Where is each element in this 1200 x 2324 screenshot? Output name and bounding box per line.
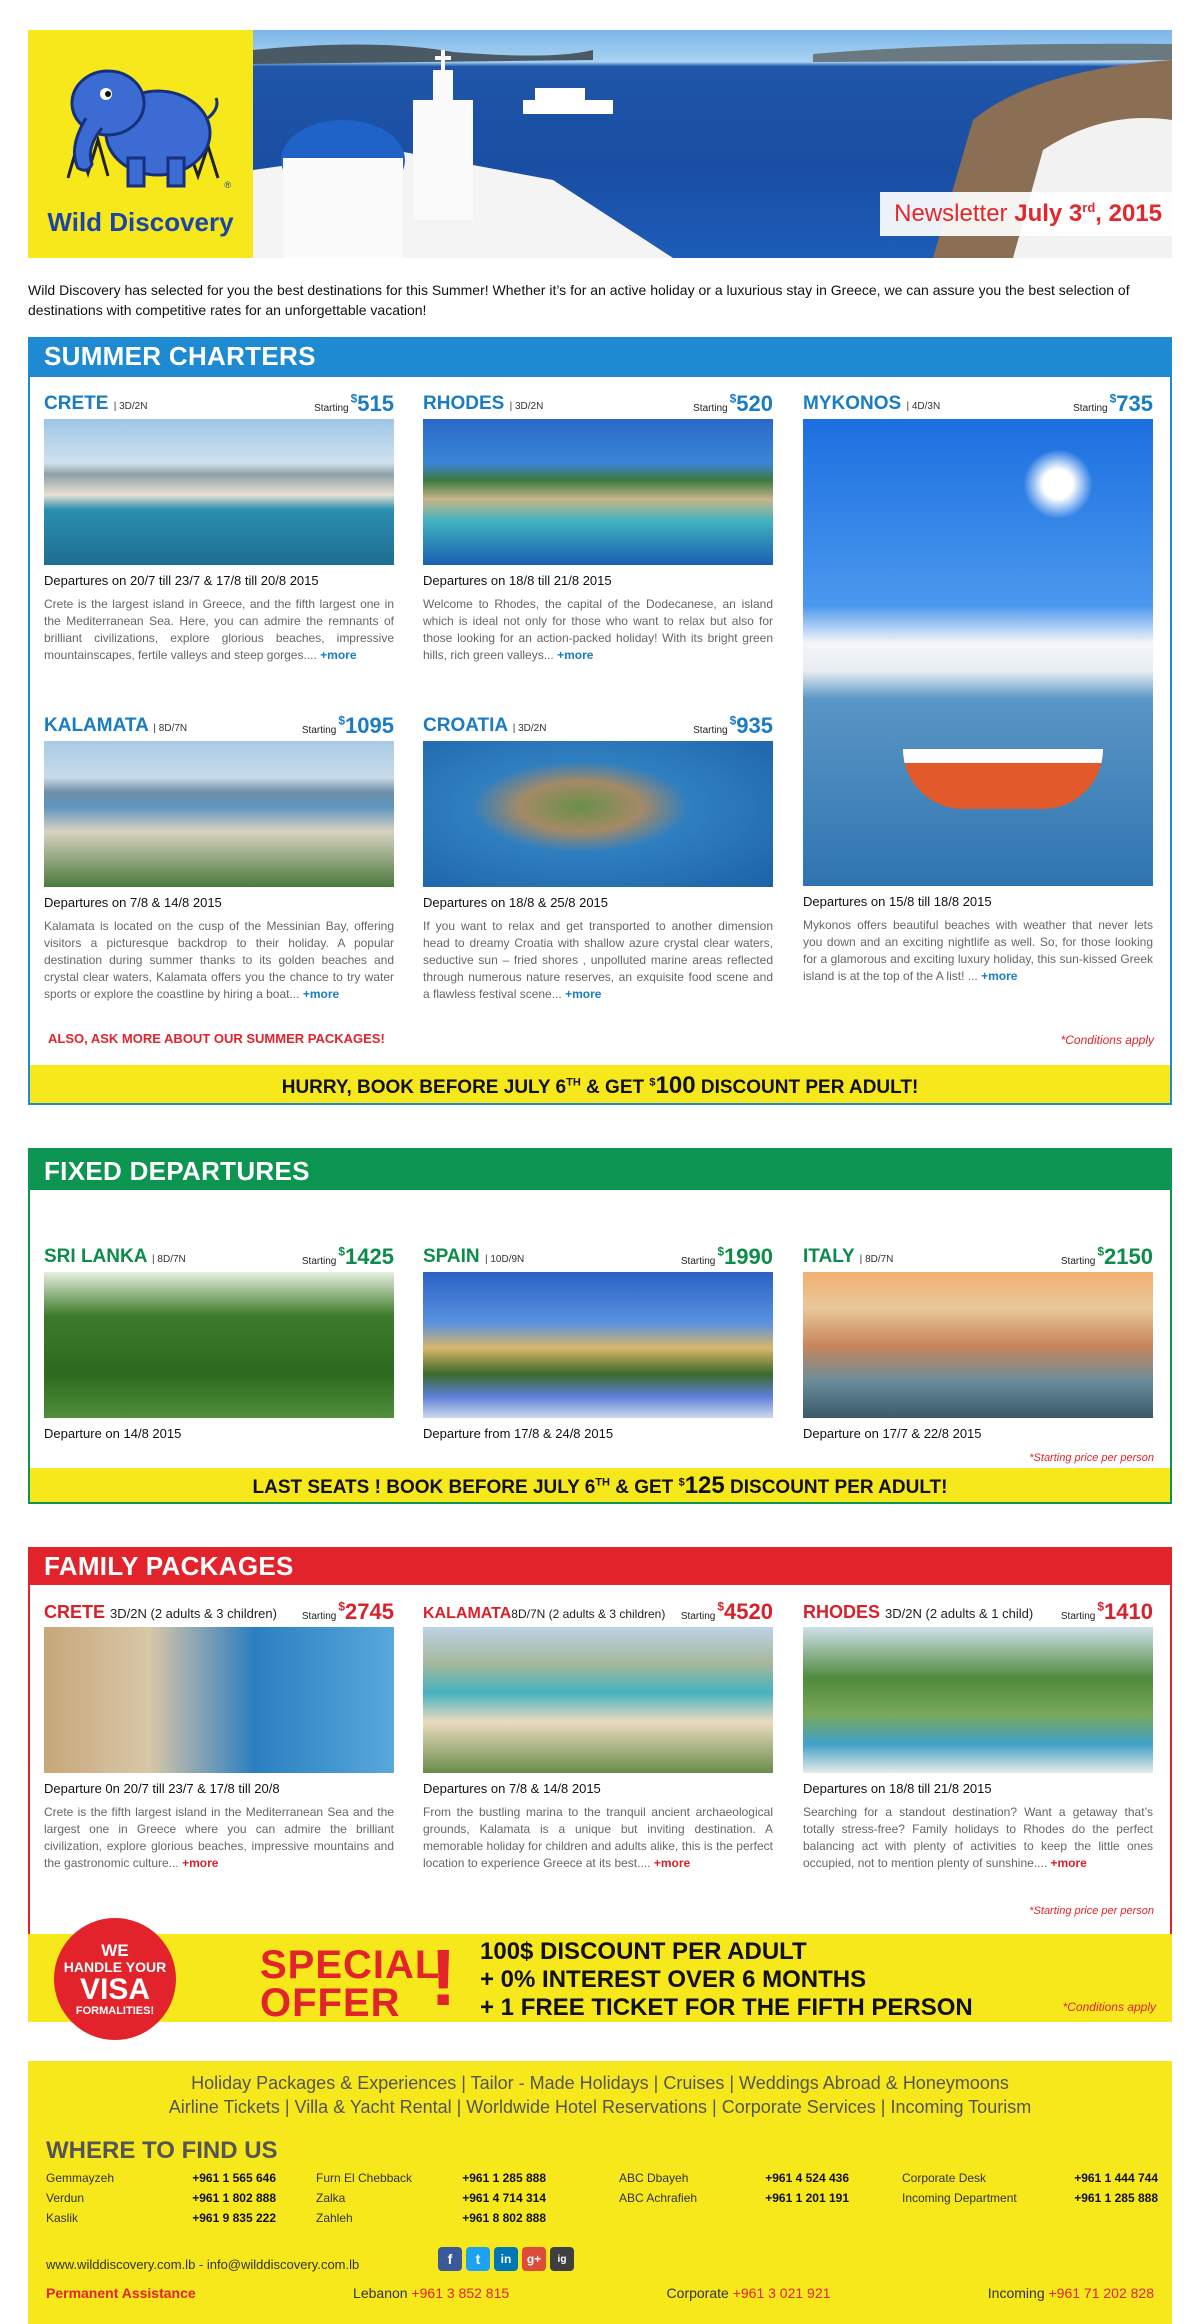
contact-row (46, 2171, 276, 2191)
more-link[interactable]: +more (981, 969, 1018, 983)
assistance-line (46, 2285, 1154, 2301)
website-email[interactable]: www.wilddiscovery.com.lb - info@wilddiscovery.com.lb (46, 2257, 360, 2272)
destination-name-text: ITALY (803, 1246, 855, 1267)
linkedin-icon[interactable]: in (494, 2247, 518, 2271)
offer-line-1: 100$ DISCOUNT PER ADULT (480, 1938, 807, 1965)
price (681, 1244, 773, 1270)
newsletter-year: , 2015 (1095, 200, 1162, 227)
visa-line-3: VISA (79, 1973, 151, 2006)
price (681, 1599, 773, 1625)
branch-name: Verdun (46, 2191, 85, 2205)
destination-name: SPAIN | 10D/9N (423, 1246, 525, 1267)
departure-dates: Departure on 14/8 2015 (44, 1426, 182, 1441)
destination-name-text: CRETE (44, 393, 109, 414)
contacts-column (619, 2171, 849, 2211)
currency-symbol: $ (338, 713, 346, 728)
description (803, 1804, 1153, 1872)
more-link[interactable]: +more (182, 1856, 219, 1870)
banner-text-c: DISCOUNT PER ADULT! (730, 1477, 948, 1498)
destination-duration: 3D/2N (2 adults & 3 children) (110, 1606, 277, 1621)
price-amount: 520 (736, 391, 773, 416)
more-link[interactable]: +more (565, 987, 602, 1001)
services-list (28, 2071, 1172, 2119)
contact-row (46, 2191, 276, 2211)
destination-duration: 8D/7N (2 adults & 3 children) (511, 1607, 666, 1621)
banner-currency: $ (649, 1076, 656, 1089)
kalamata-photo (44, 741, 394, 887)
kalamata-family-photo (423, 1627, 773, 1773)
starting-label: Starting (301, 725, 337, 736)
destination-name-text: CRETE (44, 1602, 106, 1622)
description-text: Welcome to Rhodes, the capital of the Dodecanese, an island which is ideal not only for those who want to relax but also for those looking for an action-packed holiday! With its bright green hills, rich green valleys... (423, 597, 773, 662)
banner-text-c: DISCOUNT PER ADULT! (700, 1077, 919, 1098)
social-icons (438, 2247, 574, 2271)
contacts-column (46, 2171, 276, 2231)
destination-duration: 10D/9N (490, 1254, 525, 1265)
services-line-1: Holiday Packages & Experiences | Tailor - Made Holidays | Cruises | Weddings Abroad & Honeymoons (191, 2073, 1009, 2093)
description (44, 1804, 394, 1872)
price-amount: 515 (357, 391, 394, 416)
hero-photo-santorini (253, 30, 1172, 258)
banner-text-a: LAST SEATS ! BOOK BEFORE JULY 6 (252, 1477, 596, 1498)
incoming-label: Incoming (987, 2285, 1045, 2301)
more-link[interactable]: +more (557, 648, 594, 662)
branch-name: Zahleh (316, 2211, 353, 2225)
destination-duration: 3D/2N (518, 723, 547, 734)
banner-text-b: & GET (615, 1477, 674, 1498)
destination-name-text: KALAMATA (44, 715, 149, 736)
family-card-kalamata[interactable] (423, 1595, 773, 1872)
price-amount: 1410 (1104, 1599, 1153, 1624)
destination-name-text: MYKONOS (803, 393, 902, 414)
more-link[interactable]: +more (302, 987, 340, 1001)
section-title: SUMMER CHARTERS (30, 339, 1170, 377)
crete-photo (44, 419, 394, 565)
banner-text-b: & GET (586, 1077, 645, 1098)
branch-name: ABC Achrafieh (619, 2191, 698, 2205)
newsletter-month: July 3 (1014, 200, 1083, 227)
newsletter-label: Newsletter (894, 200, 1008, 227)
currency-symbol: $ (338, 1244, 346, 1259)
starting-label: Starting (680, 1611, 716, 1622)
fixed-card-sri-lanka[interactable] (44, 1240, 394, 1441)
destination-name: ITALY | 8D/7N (803, 1246, 894, 1267)
branch-name: Zalka (316, 2191, 346, 2205)
summer-card-croatia[interactable] (423, 709, 773, 1003)
special-offer-title (260, 1943, 441, 2025)
departure-dates: Departures on 7/8 & 14/8 2015 (423, 1781, 601, 1796)
visa-badge[interactable] (54, 1918, 176, 2040)
price-amount: 1095 (345, 713, 394, 738)
elephant-logo-icon (48, 48, 228, 208)
where-to-find-us-title: WHERE TO FIND US (46, 2137, 278, 2164)
price-amount: 4520 (724, 1599, 773, 1624)
branch-phone[interactable]: +961 1 201 191 (765, 2191, 849, 2205)
price-amount: 935 (736, 713, 773, 738)
branch-name: Incoming Department (902, 2191, 1017, 2205)
starting-label: Starting (680, 1256, 716, 1267)
newsletter-date (880, 192, 1172, 236)
starting-price-note: *Starting price per person (1029, 1905, 1154, 1917)
branch-name: Furn El Chebback (316, 2171, 413, 2185)
price (693, 713, 773, 739)
family-card-rhodes[interactable] (803, 1595, 1153, 1872)
destination-name-text: CROATIA (423, 715, 508, 736)
croatia-photo (423, 741, 773, 887)
starting-label: Starting (693, 403, 728, 414)
lebanon-contact (353, 2285, 509, 2301)
sri-lanka-photo (44, 1272, 394, 1418)
price (693, 391, 773, 417)
sun-glare (1023, 449, 1093, 519)
summer-card-kalamata[interactable] (44, 709, 394, 1003)
services-line-2: Airline Tickets | Villa & Yacht Rental | Worldwide Hotel Reservations | Corporate Services | Incoming Tourism (168, 2097, 1032, 2117)
price (302, 713, 394, 739)
starting-label: Starting (693, 725, 728, 736)
branch-phone[interactable]: +961 1 285 888 (462, 2171, 546, 2185)
destination-name: KALAMATA | 8D/7N (44, 715, 188, 736)
corporate-contact (667, 2285, 831, 2301)
currency-symbol: $ (1097, 1599, 1105, 1614)
destination-name-text: RHODES (803, 1602, 881, 1622)
header-banner (28, 30, 1172, 258)
branch-name: Kaslik (46, 2211, 79, 2225)
banner-currency: $ (678, 1476, 685, 1489)
branch-phone[interactable]: +961 9 835 222 (192, 2211, 276, 2225)
family-card-crete[interactable] (44, 1595, 394, 1872)
price (1073, 391, 1153, 417)
contact-row (619, 2191, 849, 2211)
price (302, 1599, 394, 1625)
visa-line-1: WE (101, 1941, 129, 1960)
price-amount: 1990 (724, 1244, 773, 1269)
summer-charters-section (28, 337, 1172, 1105)
departure-dates: Departure on 17/7 & 22/8 2015 (803, 1426, 982, 1441)
contact-row (316, 2211, 546, 2231)
description (44, 596, 394, 664)
description (803, 917, 1153, 985)
newsletter-day-suffix: rd (1082, 200, 1096, 215)
branch-phone[interactable]: +961 1 285 888 (1074, 2191, 1158, 2205)
offer-details (480, 1938, 973, 2022)
destination-name-text: KALAMATA (423, 1605, 512, 1622)
facebook-icon[interactable]: f (438, 2247, 462, 2271)
destination-name: SRI LANKA | 8D/7N (44, 1246, 186, 1267)
contact-row (619, 2171, 849, 2191)
departure-dates: Departure from 17/8 & 24/8 2015 (423, 1426, 614, 1441)
banner-sup: TH (566, 1076, 581, 1089)
conditions-note: *Conditions apply (1060, 1033, 1154, 1047)
summer-card-crete[interactable] (44, 387, 394, 664)
destination-name: MYKONOS | 4D/3N (803, 393, 941, 414)
more-link[interactable]: +more (653, 1856, 691, 1870)
description-text: Crete is the largest island in Greece, and the fifth largest one in the Mediterranean Sea. Here, you can admire the remnants of brilliant civilizations, explore glorious beaches, impressive mountainscapes, fertile valleys and steep gorges.... (44, 597, 394, 662)
branch-phone[interactable]: +961 8 802 888 (462, 2211, 546, 2225)
starting-price-note: *Starting price per person (1029, 1452, 1154, 1464)
branch-phone[interactable]: +961 4 524 436 (765, 2171, 849, 2185)
rhodes-family-photo (803, 1627, 1153, 1773)
departure-dates: Departures on 20/7 till 23/7 & 17/8 till 20/8 2015 (44, 573, 319, 588)
description-text: Mykonos offers beautiful beaches with weather that never lets you down and an exciting nightlife as well. So, for those looking for a glamorous and exciting luxury holiday, this sun-kissed Greek island is at the top of the A list! ... (803, 918, 1153, 983)
spain-photo (423, 1272, 773, 1418)
destination-name: CRETE | 3D/2N (44, 393, 148, 414)
description (44, 918, 394, 1003)
contact-row (902, 2171, 1158, 2191)
conditions-note: *Conditions apply (1062, 2000, 1156, 2014)
destination-name-text: RHODES (423, 393, 505, 414)
branch-name: ABC Dbayeh (619, 2171, 689, 2185)
banner-amount: 100 (655, 1072, 696, 1099)
registered-mark: ® (224, 180, 231, 190)
destination-name: RHODES | 3D/2N (423, 393, 544, 414)
contact-row (316, 2191, 546, 2211)
fixed-departures-section (28, 1148, 1172, 1504)
currency-symbol: $ (729, 713, 737, 728)
exclamation-mark: ! (430, 1933, 457, 2022)
offer-line-3: + 1 FREE TICKET FOR THE FIFTH PERSON (480, 1994, 973, 2021)
description-text: Crete is the fifth largest island in the Mediterranean Sea and the largest one in Greece where you can admire the brilliant civilization, explore glorious beaches, impressive mountains and the gastronomic culture... (44, 1805, 394, 1870)
destination-duration: 3D/2N (119, 401, 148, 412)
description-text: Kalamata is located on the cusp of the Messinian Bay, offering visitors a picturesque backdrop to their holiday. A popular destination during summer thanks to its golden beaches and crystal clear waters, Kalamata offers you the chance to try water sports or explore the coastline by hiring a boat... (44, 919, 394, 1001)
price-amount: 2150 (1104, 1244, 1153, 1269)
branch-name: Gemmayzeh (46, 2171, 115, 2185)
description-text: From the bustling marina to the tranquil ancient archaeological grounds, Kalamata is a unique but inviting destination. A memorable holiday for children and adults alike, this is the perfect location to experience Greece at its best.... (423, 1805, 773, 1870)
banner-sup: TH (595, 1476, 610, 1489)
departure-dates: Departures on 18/8 till 21/8 2015 (803, 1781, 992, 1796)
starting-label: Starting (314, 403, 349, 414)
currency-symbol: $ (350, 391, 358, 406)
contact-row (46, 2211, 276, 2231)
summer-card-rhodes[interactable] (423, 387, 773, 664)
permanent-assistance-label: Permanent Assistance (46, 2285, 196, 2301)
contact-row (316, 2171, 546, 2191)
price (302, 1244, 394, 1270)
description-text: If you want to relax and get transported to another dimension head to dreamy Croatia with shallow azure crystal clear waters, seductive sun – fried shores , unpolluted marine areas reflected through numerous nature reserves, an exquisite food scene and a flawless festival scene... (423, 919, 773, 1001)
destination-duration: 3D/2N (2 adults & 1 child) (885, 1606, 1034, 1621)
destination-name-text: SPAIN (423, 1246, 480, 1267)
currency-symbol: $ (338, 1599, 346, 1614)
incoming-contact (988, 2285, 1154, 2301)
offer-line-2: + 0% INTEREST OVER 6 MONTHS (480, 1966, 867, 1993)
banner-amount: 125 (684, 1472, 725, 1499)
price (1061, 1599, 1153, 1625)
price (1061, 1244, 1153, 1270)
section-title: FIXED DEPARTURES (30, 1150, 1170, 1190)
departure-dates: Departures on 7/8 & 14/8 2015 (44, 895, 222, 910)
destination-duration: 8D/7N (157, 1254, 186, 1265)
more-link[interactable]: +more (320, 648, 357, 662)
price-amount: 735 (1116, 391, 1153, 416)
footer (28, 2061, 1172, 2324)
destination-name (803, 1602, 1033, 1623)
branch-phone[interactable]: +961 4 714 314 (462, 2191, 546, 2205)
destination-name: CROATIA | 3D/2N (423, 715, 547, 736)
corporate-label: Corporate (666, 2285, 729, 2301)
contact-row (902, 2191, 1158, 2211)
starting-label: Starting (1073, 403, 1108, 414)
fixed-card-spain[interactable] (423, 1240, 773, 1441)
summer-packages-note: ALSO, ASK MORE ABOUT OUR SUMMER PACKAGES! (48, 1031, 385, 1046)
branch-phone[interactable]: +961 1 565 646 (192, 2171, 276, 2185)
destination-duration: 8D/7N (865, 1254, 894, 1265)
starting-label: Starting (301, 1611, 337, 1622)
contacts-column (902, 2171, 1158, 2211)
description (423, 918, 773, 1003)
branch-name: Corporate Desk (902, 2171, 987, 2185)
departure-dates: Departure 0n 20/7 till 23/7 & 17/8 till 20/8 (44, 1781, 280, 1796)
contacts-column (316, 2171, 546, 2231)
instagram-icon[interactable]: ig (550, 2247, 574, 2271)
destination-name (44, 1602, 277, 1623)
branch-phone[interactable]: +961 1 444 744 (1074, 2171, 1158, 2185)
logo[interactable] (28, 30, 253, 258)
banner-text-a: HURRY, BOOK BEFORE JULY 6 (281, 1077, 567, 1098)
mykonos-photo (803, 419, 1153, 886)
currency-symbol: $ (729, 391, 737, 406)
google-plus-icon[interactable]: g+ (522, 2247, 546, 2271)
twitter-icon[interactable]: t (466, 2247, 490, 2271)
destination-duration: 4D/3N (911, 401, 941, 412)
crete-family-photo (44, 1627, 394, 1773)
last-seats-banner[interactable] (30, 1468, 1170, 1502)
offer-word: OFFER (260, 1981, 401, 2025)
starting-label: Starting (1060, 1256, 1096, 1267)
price-amount: 1425 (345, 1244, 394, 1269)
lebanon-phone[interactable]: +961 3 852 815 (411, 2285, 510, 2301)
currency-symbol: $ (717, 1244, 725, 1259)
italy-photo (803, 1272, 1153, 1418)
currency-symbol: $ (1097, 1244, 1105, 1259)
intro-text: Wild Discovery has selected for you the best destinations for this Summer! Whether it’s for an active holiday or a luxurious stay in Greece, we can assure you the best selection of destinations with competitive rates for an unforgettable vacation! (28, 282, 1130, 318)
fixed-card-italy[interactable] (803, 1240, 1153, 1441)
departure-dates: Departures on 18/8 till 21/8 2015 (423, 573, 612, 588)
rhodes-photo (423, 419, 773, 565)
starting-label: Starting (1060, 1611, 1096, 1622)
visa-line-4: FORMALITIES! (75, 2005, 155, 2017)
special-word: SPECIAL (260, 1943, 441, 1987)
description (423, 596, 773, 664)
description-text: Searching for a standout destination? Want a getaway that’s totally stress-free? Family holidays to Rhodes do the perfect balancing act with plenty of activities to keep the little ones occupied, not to mention plenty of sunshine.... (803, 1805, 1153, 1870)
incoming-phone[interactable]: +961 71 202 828 (1048, 2285, 1154, 2301)
price-amount: 2745 (345, 1599, 394, 1624)
destination-name-text: SRI LANKA (44, 1246, 147, 1267)
destination-duration: 3D/2N (514, 401, 544, 412)
boat (903, 749, 1103, 809)
currency-symbol: $ (717, 1599, 725, 1614)
departure-dates: Departures on 15/8 till 18/8 2015 (803, 894, 992, 909)
lebanon-label: Lebanon (353, 2285, 408, 2301)
more-link[interactable]: +more (1050, 1856, 1087, 1870)
summer-card-mykonos[interactable] (803, 387, 1153, 985)
departure-dates: Departures on 18/8 & 25/8 2015 (423, 895, 609, 910)
description (423, 1804, 773, 1872)
starting-label: Starting (301, 1256, 337, 1267)
branch-phone[interactable]: +961 1 802 888 (192, 2191, 276, 2205)
section-title: FAMILY PACKAGES (30, 1549, 1170, 1585)
destination-name (423, 1605, 665, 1623)
price (314, 391, 394, 417)
corporate-phone[interactable]: +961 3 021 921 (732, 2285, 831, 2301)
currency-symbol: $ (1109, 391, 1117, 406)
brand-name: Wild Discovery (47, 207, 234, 237)
visa-line-2: HANDLE YOUR (63, 1959, 167, 1975)
book-before-banner[interactable] (30, 1065, 1170, 1103)
destination-duration: 8D/7N (158, 723, 188, 734)
